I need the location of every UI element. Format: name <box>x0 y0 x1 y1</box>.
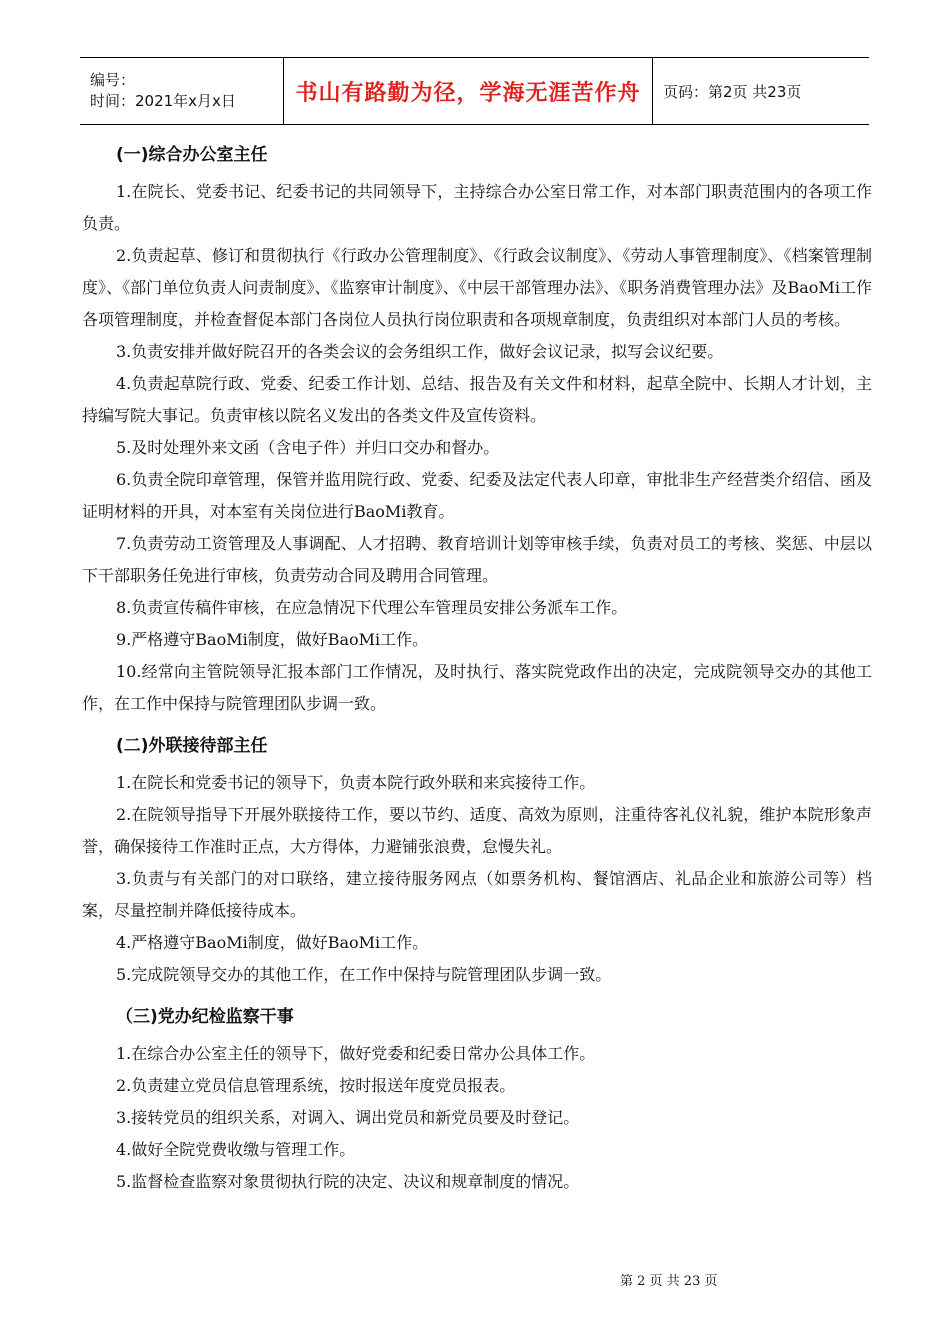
page-header <box>80 57 869 125</box>
section-title: （三)党办纪检监察干事 <box>116 1007 294 1027</box>
page-footer: 第 2 页 共 23 页 <box>620 1274 718 1289</box>
header-page-info: 页码：第2页 共23页 <box>663 82 802 101</box>
paragraph: 10.经常向主管院领导汇报本部门工作情况，及时执行、落实院党政作出的决定，完成院领导交办的其他工作，在工作中保持与院管理团队步调一致。 <box>82 662 872 713</box>
header-motto-cell <box>283 58 653 124</box>
paragraph: 2.负责起草、修订和贯彻执行《行政办公管理制度》、《行政会议制度》、《劳动人事管理制度》、《档案管理制度》、《部门单位负责人问责制度》、《监察审计制度》、《中层干部管理办法》、《职务消费管理办法》及BaoMi工作各项管理制度，并检查督促本部门各岗位人员执行岗位职责和各项规章制度，负责组织对本部门人员的考核。 <box>82 246 872 329</box>
paragraph: 1.在院长和党委书记的领导下，负责本院行政外联和来宾接待工作。 <box>116 773 596 792</box>
paragraph: 4.负责起草院行政、党委、纪委工作计划、总结、报告及有关文件和材料，起草全院中、长期人才计划，主持编写院大事记。负责审核以院名义发出的各类文件及宣传资料。 <box>82 374 872 425</box>
section-title: (一)综合办公室主任 <box>116 145 268 165</box>
paragraph: 4.做好全院党费收缴与管理工作。 <box>116 1140 356 1159</box>
header-motto: 书山有路勤为径，学海无涯苦作舟 <box>295 80 641 106</box>
paragraph: 2.在院领导指导下开展外联接待工作，要以节约、适度、高效为原则，注重待客礼仪礼貌，维护本院形象声誉，确保接待工作准时正点，大方得体，力避铺张浪费，怠慢失礼。 <box>82 805 872 856</box>
paragraph: 8.负责宣传稿件审核，在应急情况下代理公车管理员安排公务派车工作。 <box>116 598 628 617</box>
header-page-info-cell <box>653 58 869 124</box>
paragraph: 9.严格遵守BaoMi制度，做好BaoMi工作。 <box>116 630 429 649</box>
doc-code-label: 编号： <box>90 71 136 89</box>
paragraph: 1.在综合办公室主任的领导下，做好党委和纪委日常办公具体工作。 <box>116 1044 596 1063</box>
paragraph: 4.严格遵守BaoMi制度，做好BaoMi工作。 <box>116 933 429 952</box>
paragraph: 3.负责与有关部门的对口联络，建立接待服务网点（如票务机构、餐馆酒店、礼品企业和旅游公司等）档案，尽量控制并降低接待成本。 <box>82 869 872 920</box>
document-body <box>82 143 872 1198</box>
paragraph: 3.接转党员的组织关系，对调入、调出党员和新党员要及时登记。 <box>116 1108 580 1127</box>
paragraph: 5.及时处理外来文函（含电子件）并归口交办和督办。 <box>116 438 500 457</box>
paragraph: 1.在院长、党委书记、纪委书记的共同领导下，主持综合办公室日常工作，对本部门职责范围内的各项工作负责。 <box>82 182 872 233</box>
paragraph: 5.完成院领导交办的其他工作，在工作中保持与院管理团队步调一致。 <box>116 965 612 984</box>
header-meta <box>80 58 283 124</box>
section-title: (二)外联接待部主任 <box>116 736 268 756</box>
doc-date: 时间：2021年x月x日 <box>90 92 236 110</box>
paragraph: 5.监督检查监察对象贯彻执行院的决定、决议和规章制度的情况。 <box>116 1172 580 1191</box>
paragraph: 2.负责建立党员信息管理系统，按时报送年度党员报表。 <box>116 1076 516 1095</box>
paragraph: 6.负责全院印章管理，保管并监用院行政、党委、纪委及法定代表人印章，审批非生产经营类介绍信、函及证明材料的开具，对本室有关岗位进行BaoMi教育。 <box>82 470 872 521</box>
paragraph: 7.负责劳动工资管理及人事调配、人才招聘、教育培训计划等审核手续，负责对员工的考核、奖惩、中层以下干部职务任免进行审核，负责劳动合同及聘用合同管理。 <box>82 534 872 585</box>
paragraph: 3.负责安排并做好院召开的各类会议的会务组织工作，做好会议记录，拟写会议纪要。 <box>116 342 724 361</box>
